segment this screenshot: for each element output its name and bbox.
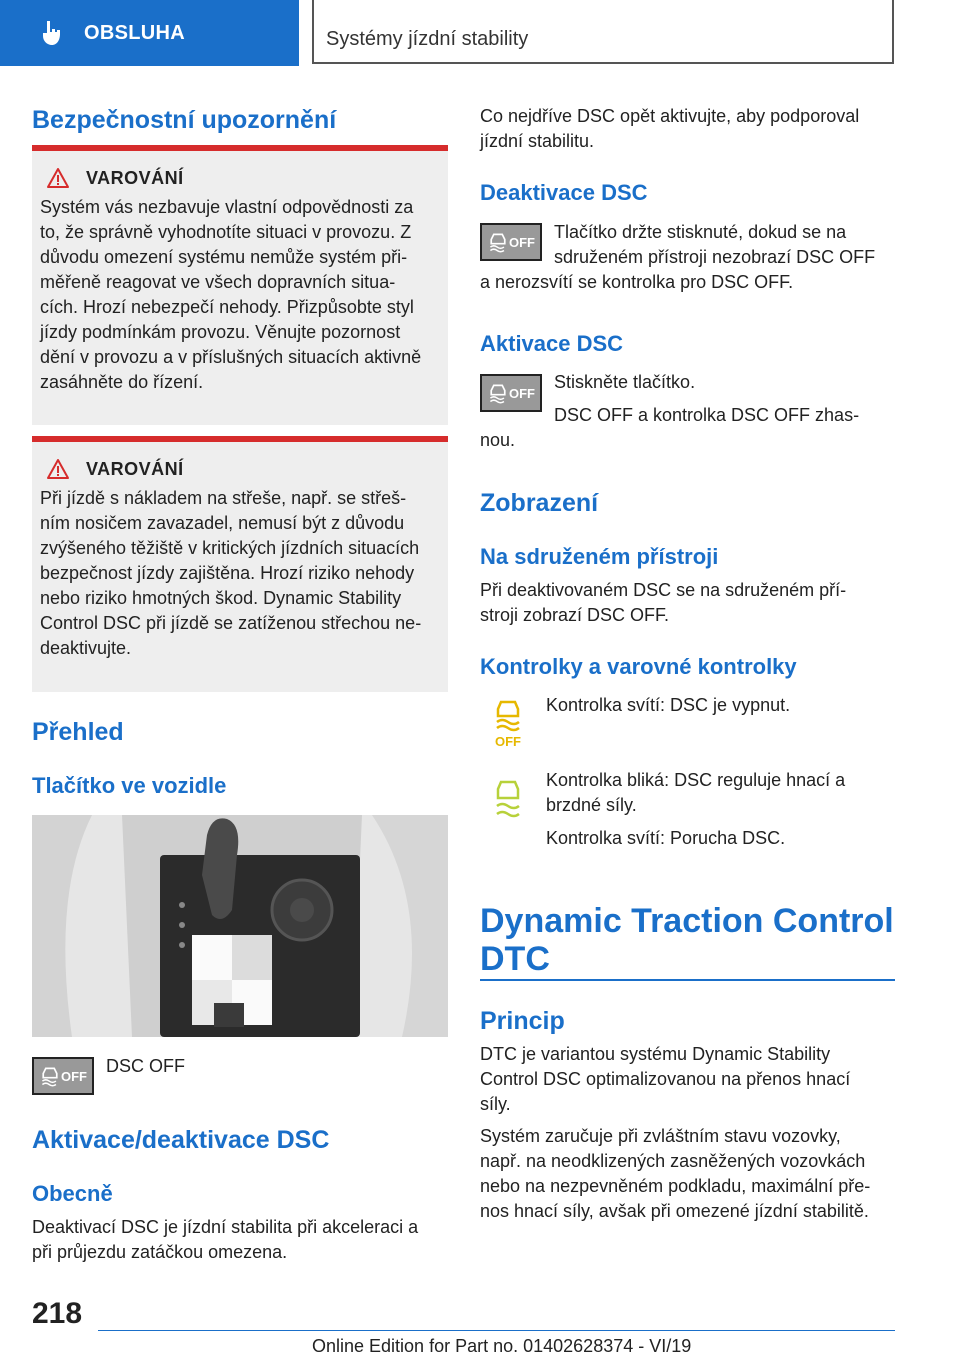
text-line: DTC je variantou systému Dynamic Stability xyxy=(480,1044,831,1064)
dsc-off-button-icon xyxy=(32,1057,94,1095)
text-line: Při jízdě s nákladem na střeše, např. se střeš- xyxy=(40,488,407,508)
dtc-heading-line: DTC xyxy=(480,940,550,978)
text-line: Deaktivací DSC je jízdní stabilita při akceleraci a xyxy=(32,1217,419,1237)
text-line: deaktivujte. xyxy=(40,638,132,658)
text-line: síly. xyxy=(480,1094,511,1114)
indicator-off-text: OFF xyxy=(495,734,521,749)
text-line: Control DSC při jízdě se zatíženou střechou ne- xyxy=(40,613,422,633)
section-tab[interactable] xyxy=(0,0,299,66)
lights-heading: Kontrolky a varovné kontrolky xyxy=(480,654,797,679)
warning-triangle-icon xyxy=(46,167,70,189)
text-line: ním nosičem zavazadel, nemusí být z důvodu xyxy=(40,513,405,533)
text-line: Co nejdříve DSC opět aktivujte, aby podporoval xyxy=(480,106,860,126)
text-line: zvýšeného těžiště v kritických jízdních situacích xyxy=(40,538,420,558)
dsc-off-indicator-icon xyxy=(488,696,528,750)
dtc-heading-line: Dynamic Traction Control xyxy=(480,902,894,940)
chapter-title: Systémy jízdní stability xyxy=(326,28,529,50)
text-line: Kontrolka bliká: DSC reguluje hnací a xyxy=(546,770,846,790)
edition-text: Online Edition for Part no. 01402628374 - VI/19 xyxy=(312,1336,692,1356)
page-header xyxy=(0,0,960,66)
page-number: 218 xyxy=(32,1297,83,1330)
chapter-title-box xyxy=(312,0,894,64)
footer-divider xyxy=(98,1330,895,1331)
button-heading: Tlačítko ve vozidle xyxy=(32,773,227,798)
text-line: Stiskněte tlačítko. xyxy=(554,372,696,392)
text-line: nebo riziko hmotných škod. Dynamic Stability xyxy=(40,588,402,608)
text-line: nou. xyxy=(480,430,516,450)
skidding-car-icon xyxy=(487,380,509,406)
text-line: nebo na nezpevněném podkladu, maximální pře- xyxy=(480,1176,871,1196)
deactivate-heading: Deaktivace DSC xyxy=(480,180,648,205)
text-line: jízdy podmínkám provozu. Věnujte pozornost xyxy=(40,322,401,342)
overview-heading: Přehled xyxy=(32,718,124,746)
warning-title: VAROVÁNÍ xyxy=(86,458,184,479)
text-line: a nerozsvítí se kontrolka pro DSC OFF. xyxy=(480,272,794,292)
center-console-photo xyxy=(32,815,448,1037)
skidding-car-icon xyxy=(39,1063,61,1089)
text-line: např. na neodklizených zasněžených vozovkách xyxy=(480,1151,866,1171)
deactivate-text xyxy=(554,220,895,270)
system-text xyxy=(480,1124,895,1224)
section-label: OBSLUHA xyxy=(84,21,185,44)
text-line: Při deaktivovaném DSC se na sdruženém pří- xyxy=(480,580,847,600)
skidding-car-icon xyxy=(487,229,509,255)
text-line: Systém vás nezbavuje vlastní odpovědnosti za xyxy=(40,197,414,217)
text-line: důvodu omezení systému nemůže systém při- xyxy=(40,247,408,267)
off-text: OFF xyxy=(509,385,535,401)
pointing-hand-icon xyxy=(38,19,64,47)
text-line: stroji zobrazí DSC OFF. xyxy=(480,605,670,625)
text-line: brzdné síly. xyxy=(546,795,637,815)
console-illustration xyxy=(32,815,448,1037)
general-text xyxy=(32,1215,448,1265)
light-text-3: Kontrolka svítí: Porucha DSC. xyxy=(546,828,786,848)
warning-triangle-icon xyxy=(46,458,70,480)
text-line: cích. Hrozí nebezpečí nehody. Přizpůsobte styl xyxy=(40,297,414,317)
activate-heading: Aktivace DSC xyxy=(480,331,624,356)
light-text-1: Kontrolka svítí: DSC je vypnut. xyxy=(546,695,791,715)
dsc-indicator-icon xyxy=(488,776,528,830)
text-line: zasáhněte do řízení. xyxy=(40,372,204,392)
off-text: OFF xyxy=(509,234,535,250)
text-line: DSC OFF a kontrolka DSC OFF zhas- xyxy=(554,405,860,425)
text-line: nos hnací síly, avšak při omezené jízdní stabilitě. xyxy=(480,1201,869,1221)
text-line: Control DSC optimalizovanou na přenos hnací xyxy=(480,1069,851,1089)
warning-box-2 xyxy=(32,436,448,692)
general-heading: Obecně xyxy=(32,1181,113,1206)
display-heading: Zobrazení xyxy=(480,489,599,517)
warning-text-1 xyxy=(40,195,440,395)
dtc-heading xyxy=(480,902,895,978)
dsc-off-button-icon xyxy=(480,223,542,261)
text-line: Tlačítko držte stisknuté, dokud se na xyxy=(554,222,847,242)
text-line: měřeně reagovat ve všech dopravních situa- xyxy=(40,272,396,292)
intro-text xyxy=(480,104,895,154)
warning-box-1 xyxy=(32,145,448,425)
warning-title: VAROVÁNÍ xyxy=(86,167,184,188)
principle-text xyxy=(480,1042,895,1117)
dsc-off-button-icon xyxy=(480,374,542,412)
cluster-text xyxy=(480,578,895,628)
text-line: při průjezdu zatáčkou omezena. xyxy=(32,1242,288,1262)
text-line: jízdní stabilitu. xyxy=(480,131,595,151)
warning-text-2 xyxy=(40,486,440,661)
light-text-2 xyxy=(546,768,895,818)
text-line: Systém zaručuje při zvláštním stavu vozovky, xyxy=(480,1126,841,1146)
cluster-heading: Na sdruženém přístroji xyxy=(480,544,719,569)
principle-heading: Princip xyxy=(480,1007,565,1035)
text-line: to, že správně vyhodnotíte situaci v provozu. Z xyxy=(40,222,412,242)
text-line: bezpečnost jízdy zajištěna. Hrozí riziko nehody xyxy=(40,563,415,583)
text-line: sdruženém přístroji nezobrazí DSC OFF xyxy=(554,247,876,267)
activation-heading: Aktivace/deaktivace DSC xyxy=(32,1126,330,1154)
off-text: OFF xyxy=(61,1068,87,1084)
dsc-off-label: DSC OFF xyxy=(106,1056,185,1076)
safety-heading: Bezpečnostní upozornění xyxy=(32,106,337,134)
divider xyxy=(480,979,895,981)
text-line: dění v provozu a v příslušných situacích aktivně xyxy=(40,347,422,367)
